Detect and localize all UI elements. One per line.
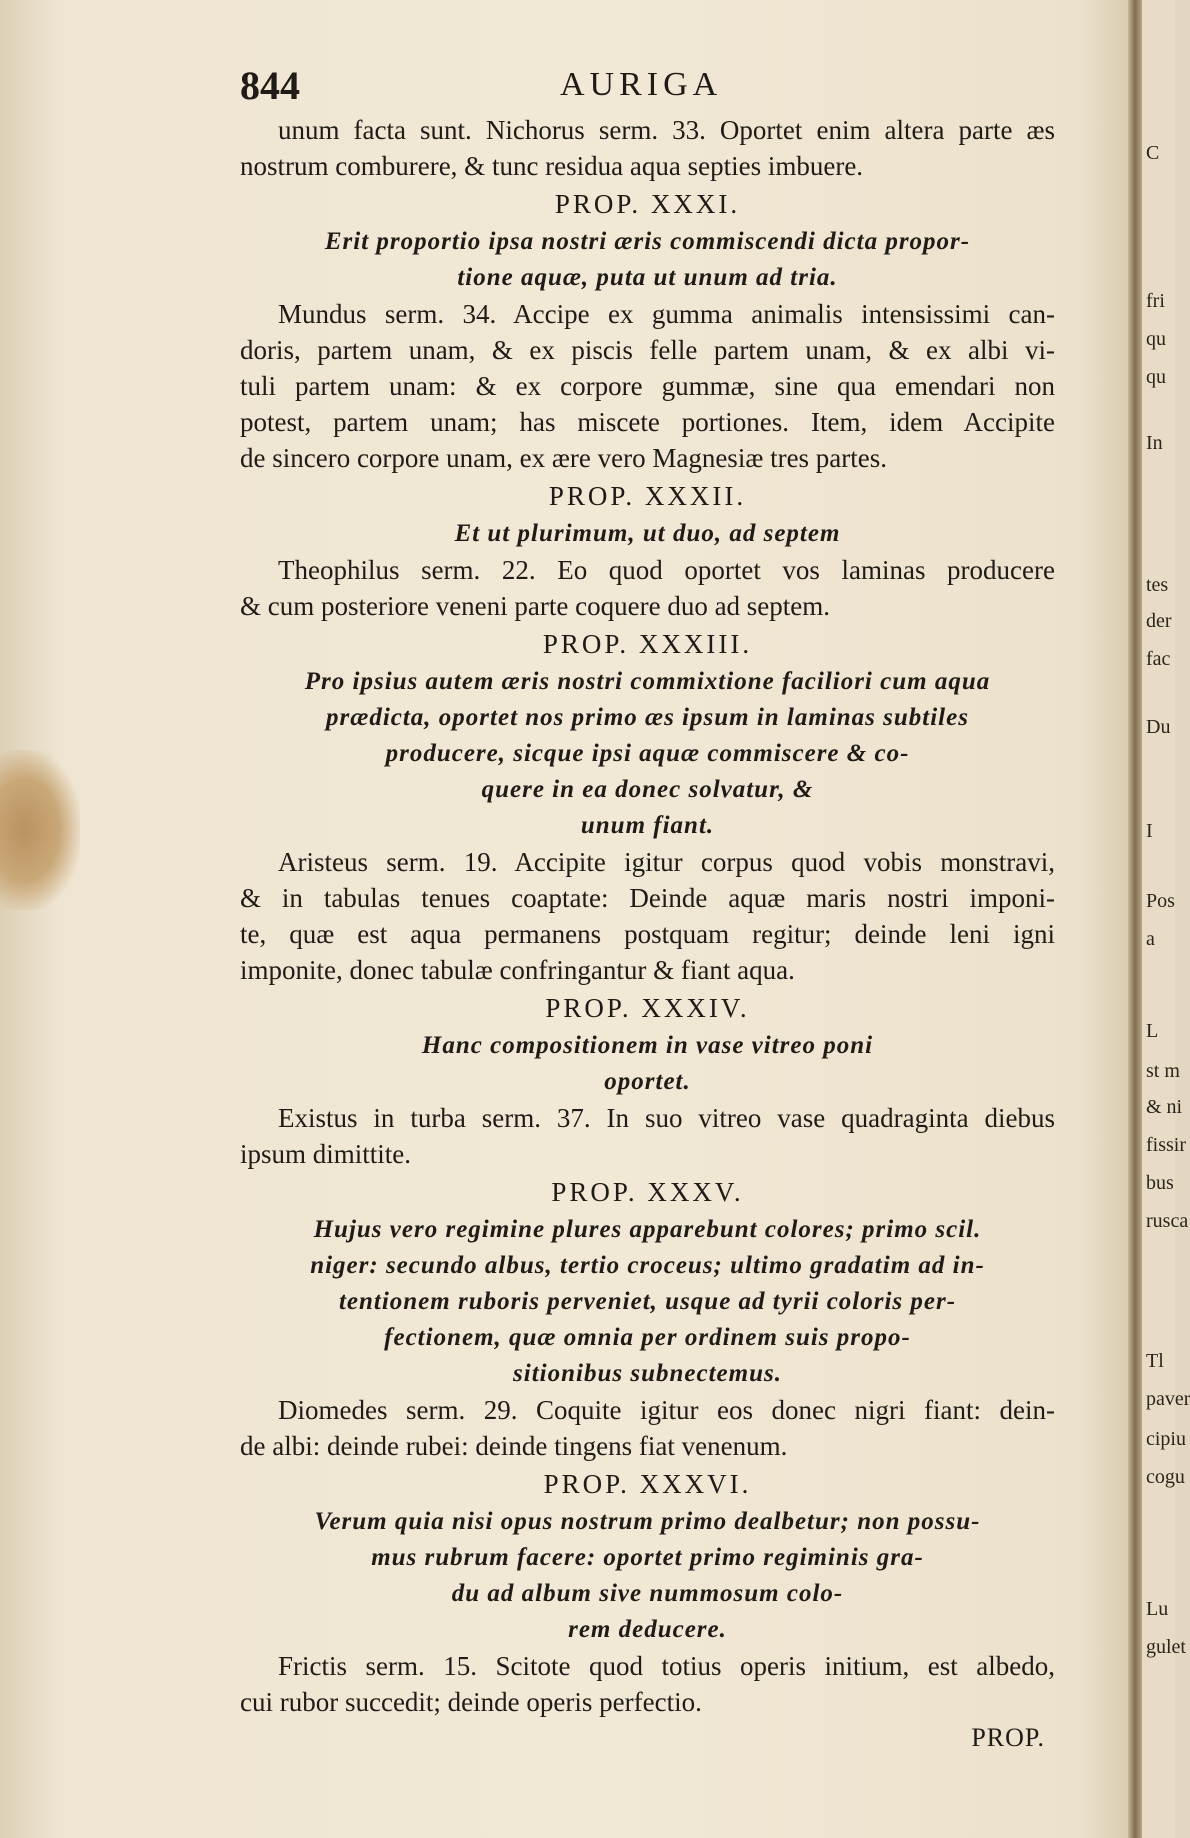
facing-page-fragment: st m	[1146, 1060, 1180, 1082]
facing-page-fragment: Lu	[1146, 1598, 1169, 1620]
paragraph-line: ipsum dimittite.	[240, 1139, 412, 1169]
proposition-statement-line: tentionem ruboris perveniet, usque ad tyrii coloris per-	[338, 1288, 957, 1315]
facing-page-fragment: gulet	[1146, 1636, 1186, 1658]
proposition-heading: PROP. XXXII.	[548, 481, 747, 511]
book-gutter	[1128, 0, 1142, 1838]
paper-stain	[0, 750, 80, 910]
proposition-statement-line: Pro ipsius autem æris nostri commixtione faciliori cum aqua	[304, 668, 991, 695]
facing-page-fragment: der	[1146, 610, 1172, 632]
facing-page-fragment: fissir	[1146, 1134, 1186, 1156]
facing-page-fragment: bus	[1146, 1172, 1174, 1194]
paragraph-line: doris, partem unam, & ex piscis felle partem unam, & ex albi vi-	[240, 335, 1055, 365]
paragraph-line: Existus in turba serm. 37. In suo vitreo vase quadraginta diebus	[278, 1103, 1055, 1133]
paragraph-line: de sincero corpore unam, ex ære vero Magnesiæ tres partes.	[240, 443, 888, 473]
facing-page-fragment: fac	[1146, 648, 1171, 670]
running-head: AURIGA	[560, 66, 723, 103]
paragraph-line: Theophilus serm. 22. Eo quod oportet vos laminas producere	[278, 555, 1055, 585]
facing-page-fragment: Pos	[1146, 890, 1175, 912]
paragraph-line: Frictis serm. 15. Scitote quod totius operis initium, est albedo,	[278, 1651, 1055, 1681]
facing-page-fragment: tes	[1146, 574, 1169, 596]
paragraph-line: Mundus serm. 34. Accipe ex gumma animalis intensissimi can-	[278, 299, 1055, 329]
proposition-statement-line: rem deducere.	[568, 1616, 727, 1643]
proposition-heading: PROP. XXXVI.	[543, 1469, 752, 1499]
paragraph-line: de albi: deinde rubei: deinde tingens fiat venenum.	[240, 1431, 788, 1461]
facing-page-fragment: cipiu	[1146, 1428, 1186, 1450]
paragraph-line: cui rubor succedit; deinde operis perfectio.	[240, 1687, 702, 1717]
proposition-statement-line: fectionem, quæ omnia per ordinem suis propo-	[384, 1324, 911, 1351]
facing-page-fragment: & ni	[1146, 1096, 1183, 1118]
paragraph-line: imponite, donec tabulæ confringantur & fiant aqua.	[240, 955, 795, 985]
proposition-statement-line: sitionibus subnectemus.	[513, 1360, 782, 1387]
paragraph-line: & in tabulas tenues coaptate: Deinde aquæ maris nostri imponi-	[240, 883, 1055, 913]
facing-page-fragment: qu	[1146, 328, 1166, 350]
proposition-heading: PROP. XXXIV.	[545, 993, 750, 1023]
page-header	[240, 62, 1055, 112]
body-text	[240, 112, 1055, 1720]
proposition-statement-line: mus rubrum facere: oportet primo regiminis gra-	[371, 1544, 924, 1571]
facing-page-fragment: Tl	[1146, 1350, 1164, 1372]
proposition-statement-line: prædicta, oportet nos primo æs ipsum in laminas subtiles	[326, 704, 969, 731]
proposition-heading: PROP. XXXI.	[554, 189, 741, 219]
paragraph-line: te, quæ est aqua permanens postquam regitur; deinde leni igni	[240, 919, 1055, 949]
paragraph-line: unum facta sunt. Nichorus serm. 33. Oportet enim altera parte æs	[278, 115, 1055, 145]
facing-page-fragment: L	[1146, 1020, 1159, 1042]
proposition-statement-line: producere, sicque ipsi aquæ commiscere & co-	[385, 740, 910, 767]
facing-page-fragment: a	[1146, 928, 1155, 950]
paragraph-line: nostrum comburere, & tunc residua aqua septies imbuere.	[240, 151, 864, 181]
proposition-heading: PROP. XXXIII.	[542, 629, 753, 659]
proposition-heading: PROP. XXXV.	[551, 1177, 744, 1207]
proposition-statement-line: du ad album sive nummosum colo-	[451, 1580, 844, 1607]
facing-page-fragment: fri	[1146, 290, 1165, 312]
catchword: PROP.	[971, 1723, 1045, 1752]
proposition-statement-line: Erit proportio ipsa nostri æris commiscendi dicta propor-	[324, 228, 971, 255]
page-number: 844	[240, 63, 300, 108]
paragraph-line: potest, partem unam; has miscete portiones. Item, idem Accipite	[240, 407, 1055, 437]
proposition-statement-line: Verum quia nisi opus nostrum primo dealbetur; non possu-	[314, 1508, 981, 1535]
proposition-statement-line: oportet.	[604, 1068, 691, 1095]
proposition-statement-line: Et ut plurimum, ut duo, ad septem	[454, 520, 841, 547]
facing-page-fragment: In	[1146, 432, 1163, 454]
proposition-statement-line: quere in ea donec solvatur, &	[481, 776, 814, 803]
page-text	[240, 62, 1055, 1756]
facing-page-fragment: C	[1146, 142, 1160, 164]
proposition-statement-line: Hanc compositionem in vase vitreo poni	[421, 1032, 874, 1059]
facing-page-fragment: paver	[1146, 1388, 1190, 1410]
facing-page-fragment: qu	[1146, 366, 1166, 388]
facing-page-fragment: I	[1146, 820, 1153, 842]
proposition-statement-line: niger: secundo albus, tertio croceus; ultimo gradatim ad in-	[310, 1252, 985, 1279]
facing-page-fragment: Du	[1146, 716, 1171, 738]
facing-page-fragment: cogu	[1146, 1466, 1185, 1488]
paragraph-line: & cum posteriore veneni parte coquere duo ad septem.	[240, 591, 831, 621]
paragraph-line: Diomedes serm. 29. Coquite igitur eos donec nigri fiant: dein-	[278, 1395, 1055, 1425]
paragraph-line: tuli partem unam: & ex corpore gummæ, sine qua emendari non	[240, 371, 1055, 401]
proposition-statement-line: Hujus vero regimine plures apparebunt colores; primo scil.	[313, 1216, 982, 1243]
proposition-statement-line: tione aquæ, puta ut unum ad tria.	[457, 264, 838, 291]
facing-page-edge	[1142, 0, 1190, 1838]
facing-page-fragment: rusca	[1146, 1210, 1189, 1232]
paragraph-line: Aristeus serm. 19. Accipite igitur corpus quod vobis monstravi,	[278, 847, 1055, 877]
proposition-statement-line: unum fiant.	[580, 812, 715, 839]
